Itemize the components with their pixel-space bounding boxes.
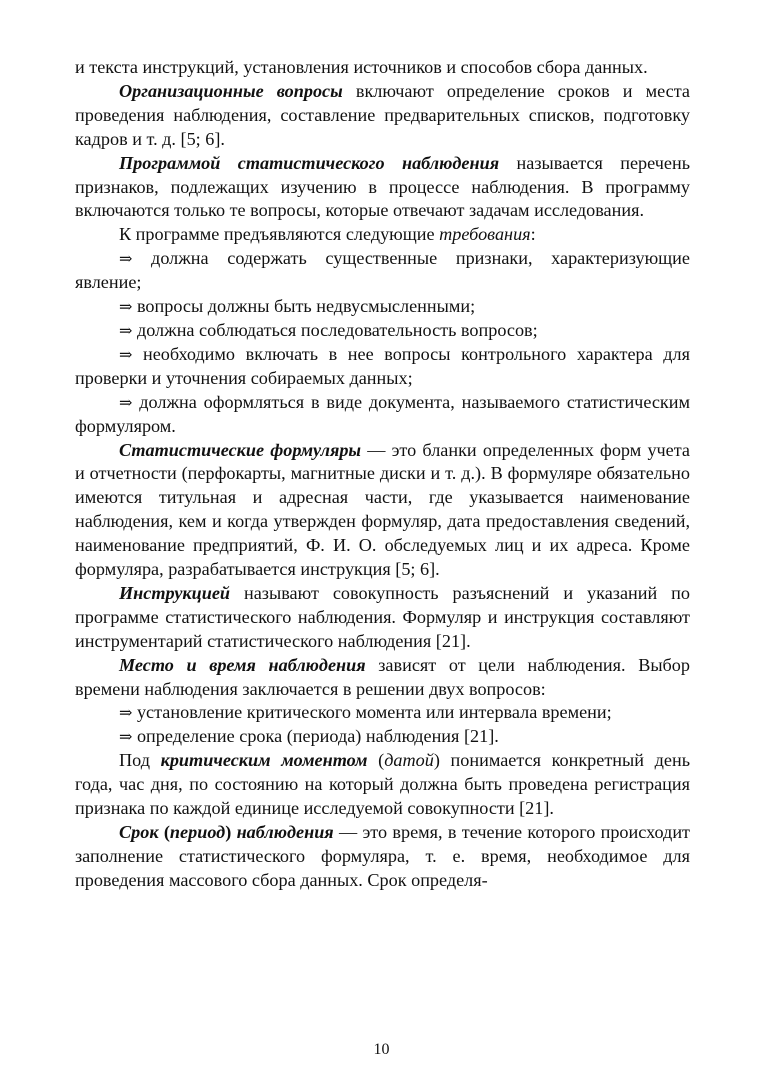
implies-arrow-icon: ⇒ (119, 320, 133, 340)
paragraph-text: ) понимается конкретный день года, час дня, по состоянию на который должна быть проведена регистрация признака по каждой единице исследуемой совокупности [21]. (75, 750, 690, 819)
paragraph-place-and-time (75, 654, 690, 702)
paragraph-text: — это бланки определенных форм учета и отчетности (перфокарты, магнитные диски и т. д.). В формуляре обязательно имеются титульная и адресная части, где указывается наименование наблюдения, кем и когда утвержден формуляр, дата предоставления сведений, наименование предприятий, Ф. И. О. обследуемых лиц и их адреса. Кроме формуляра, разрабатывается инструкция [5; 6]. (75, 439, 691, 580)
list-item-requirement (75, 247, 690, 295)
paragraph-statistical-forms (75, 439, 690, 582)
term-organizational-questions: Организационные вопросы (119, 80, 343, 101)
term-period: Срок (119, 822, 159, 842)
term-observation-program: Программой статистического наблюдения (119, 152, 500, 173)
list-item-requirement (75, 391, 690, 439)
paragraph-text: включают определение сроков и места проведения наблюдения, составление предварительных списков, подготовку кадров и т. д. [5; 6]. (75, 80, 690, 149)
list-item-question (75, 725, 690, 749)
paragraph-text: К программе предъявляются следующие (119, 224, 440, 245)
paragraph-text: — это время, в течение которого происходит заполнение статистического формуляра, т. е. время, необходимое для проведения массового сбора данных. Срок определя- (75, 822, 690, 890)
paragraph-text: : (530, 224, 536, 245)
list-item-text: должна оформляться в виде документа, называемого статистическим формуляром. (75, 391, 690, 436)
list-item-text: вопросы должны быть недвусмысленными; (132, 296, 476, 317)
implies-arrow-icon: ⇒ (119, 344, 133, 364)
page-number: 10 (373, 1041, 390, 1058)
term-observation: наблюдения (231, 822, 334, 842)
term-period-alt: период (169, 822, 226, 842)
paragraph-text: ( (367, 750, 385, 771)
term-place-and-time: Место и время наблюдения (119, 654, 366, 675)
implies-arrow-icon: ⇒ (119, 703, 133, 723)
implies-arrow-icon: ⇒ (119, 727, 133, 747)
list-item-requirement (75, 295, 690, 319)
paragraph-text: Под (119, 750, 161, 771)
list-item-text: должна соблюдаться последовательность вопросов; (132, 319, 538, 340)
list-item-requirement (75, 319, 690, 343)
list-item-text: установление критического момента или интервала времени; (132, 702, 612, 723)
list-item-question (75, 701, 690, 725)
implies-arrow-icon: ⇒ (119, 297, 133, 317)
term-statistical-forms: Статистические формуляры (119, 439, 362, 460)
page-body (75, 56, 690, 893)
list-item-requirement (75, 343, 690, 391)
implies-arrow-icon: ⇒ (119, 392, 133, 412)
paragraph-instruction (75, 582, 690, 654)
term-critical-moment: критическим моментом (160, 750, 368, 771)
implies-arrow-icon: ⇒ (119, 249, 133, 269)
paragraph-text: зависят от цели наблюдения. Выбор времени наблюдения заключается в решении двух вопросов: (75, 654, 690, 699)
paragraph-text: называют совокупность разъяснений и указаний по программе статистического наблюдения. Формуляр и инструкция составляют инструментарий статистического наблюдения [21]. (75, 582, 690, 651)
list-item-text: необходимо включать в нее вопросы контрольного характера для проверки и уточнения собираемых данных; (75, 343, 690, 388)
paragraph-text: называется перечень признаков, подлежащих изучению в процессе наблюдения. В программу включаются только те вопросы, которые отвечают задачам исследования. (75, 152, 690, 221)
paragraph-continuation: и текста инструкций, установления источников и способов сбора данных. (75, 57, 648, 77)
list-item-text: должна содержать существенные признаки, характеризующие явление; (75, 248, 690, 293)
paren-close: ) (225, 822, 232, 842)
paren-open: ( (158, 822, 170, 842)
paragraph-critical-moment (75, 749, 690, 821)
paragraph-organizational-questions (75, 80, 690, 152)
term-date: датой (384, 750, 434, 771)
paragraph-observation-period (75, 821, 690, 893)
list-item-text: определение срока (периода) наблюдения [21]. (132, 726, 499, 747)
term-requirements: требования (439, 224, 531, 245)
paragraph-requirements-intro (75, 223, 690, 247)
term-instruction: Инструкцией (119, 582, 231, 603)
paragraph-observation-program (75, 152, 690, 224)
